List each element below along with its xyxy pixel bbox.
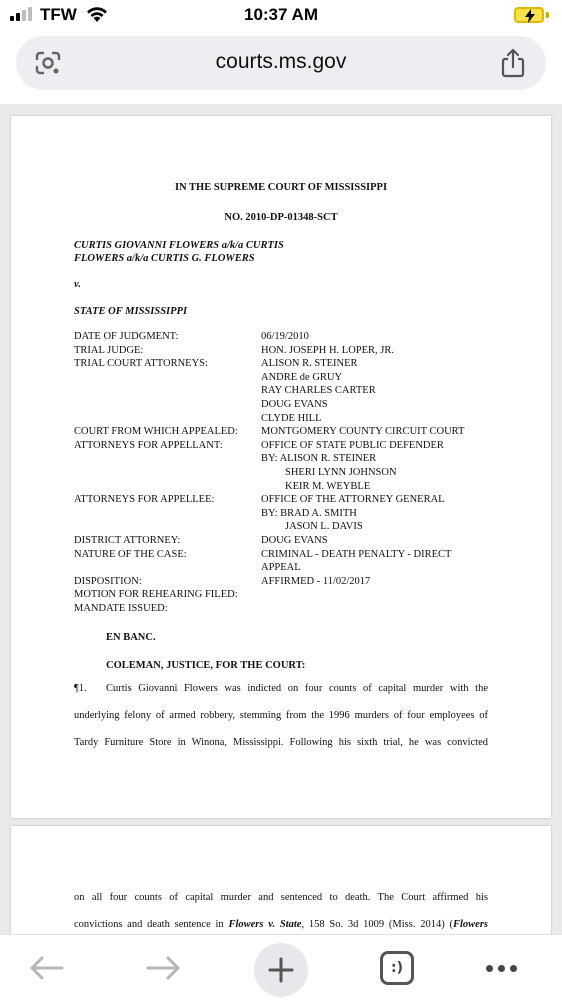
- case-citation: Flowers v. State: [228, 919, 302, 930]
- tab-switcher-button[interactable]: [380, 951, 414, 985]
- tab-switcher-label: :): [391, 960, 403, 976]
- status-bar: [0, 0, 562, 34]
- new-tab-button[interactable]: [254, 943, 308, 997]
- court-heading: IN THE SUPREME COURT OF MISSISSIPPI: [174, 182, 388, 193]
- info-row: DATE OF JUDGMENT: 06/19/2010: [74, 331, 309, 342]
- url-text[interactable]: courts.ms.gov: [215, 50, 347, 73]
- more-menu-icon[interactable]: [486, 965, 517, 972]
- paragraph-marker: ¶1.: [74, 683, 87, 694]
- appellant-name: [74, 239, 284, 265]
- battery-charging-icon: [514, 7, 544, 23]
- appellant-line-2: FLOWERS a/k/a CURTIS G. FLOWERS: [74, 253, 255, 264]
- paragraph-line: Curtis Giovanni Flowers was indicted on four counts of capital murder with the: [106, 683, 488, 694]
- info-row: NATURE OF THE CASE: CRIMINAL - DEATH PENALTY - DIRECT APPEAL: [74, 548, 452, 574]
- share-icon[interactable]: [500, 48, 526, 83]
- paragraph-line: underlying felony of armed robbery, stemming from the 1996 murders of four employees of: [74, 710, 488, 721]
- back-button[interactable]: [26, 935, 66, 1000]
- pdf-page-2: [11, 826, 551, 934]
- browser-toolbar: [0, 934, 562, 1000]
- opinion-author-heading: COLEMAN, JUSTICE, FOR THE COURT:: [106, 660, 306, 671]
- case-number: NO. 2010-DP-01348-SCT: [224, 212, 338, 223]
- plus-icon: [267, 956, 295, 984]
- paragraph-line: on all four counts of capital murder and sentenced to death. The Court affirmed his: [74, 892, 488, 903]
- battery-cap: [546, 12, 549, 18]
- appellee-name: STATE OF MISSISSIPPI: [74, 306, 188, 317]
- address-bar[interactable]: [16, 36, 546, 90]
- carrier-name: TFW: [40, 5, 77, 24]
- paragraph-1: [74, 675, 488, 756]
- en-banc-heading: EN BANC.: [106, 632, 156, 643]
- paragraph-continued: [74, 884, 488, 934]
- info-row: TRIAL JUDGE: HON. JOSEPH H. LOPER, JR.: [74, 344, 395, 356]
- info-row: DISTRICT ATTORNEY: DOUG EVANS: [74, 534, 328, 546]
- case-info-table: [74, 330, 534, 615]
- clock: 10:37 AM: [243, 5, 318, 24]
- pdf-page-1: [11, 116, 551, 818]
- forward-button[interactable]: [144, 935, 184, 1000]
- info-row: ATTORNEYS FOR APPELLEE: OFFICE OF THE ATTORNEY GENERAL BY: BRAD A. SMITH JASON L. DAVIS: [74, 494, 445, 533]
- info-row: DISPOSITION: AFFIRMED - 11/02/2017: [74, 575, 371, 587]
- arrow-right-icon: [146, 955, 182, 981]
- appellant-line-1: CURTIS GIOVANNI FLOWERS a/k/a CURTIS: [74, 240, 284, 251]
- paragraph-line: convictions and death sentence in Flowers v. State, 158 So. 3d 1009 (Miss. 2014) (Flowers: [74, 919, 488, 930]
- info-row: MOTION FOR REHEARING FILED:: [74, 589, 238, 601]
- paragraph-line: Tardy Furniture Store in Winona, Mississippi. Following his sixth trial, he was convicted: [74, 737, 488, 748]
- versus: v.: [74, 279, 81, 290]
- info-row: TRIAL COURT ATTORNEYS: ALISON R. STEINER ANDRE de GRUY RAY CHARLES CARTER DOUG EVANS CLYDE HILL: [74, 358, 376, 424]
- info-row: MANDATE ISSUED:: [74, 602, 168, 614]
- arrow-left-icon: [28, 955, 64, 981]
- pdf-viewer[interactable]: [0, 104, 562, 934]
- info-row: COURT FROM WHICH APPEALED: MONTGOMERY COUNTY CIRCUIT COURT: [74, 426, 465, 438]
- info-row: ATTORNEYS FOR APPELLANT: OFFICE OF STATE PUBLIC DEFENDER BY: ALISON R. STEINER SHERI LYNN JOHNSON KEIR M. WEYBLE: [74, 439, 444, 492]
